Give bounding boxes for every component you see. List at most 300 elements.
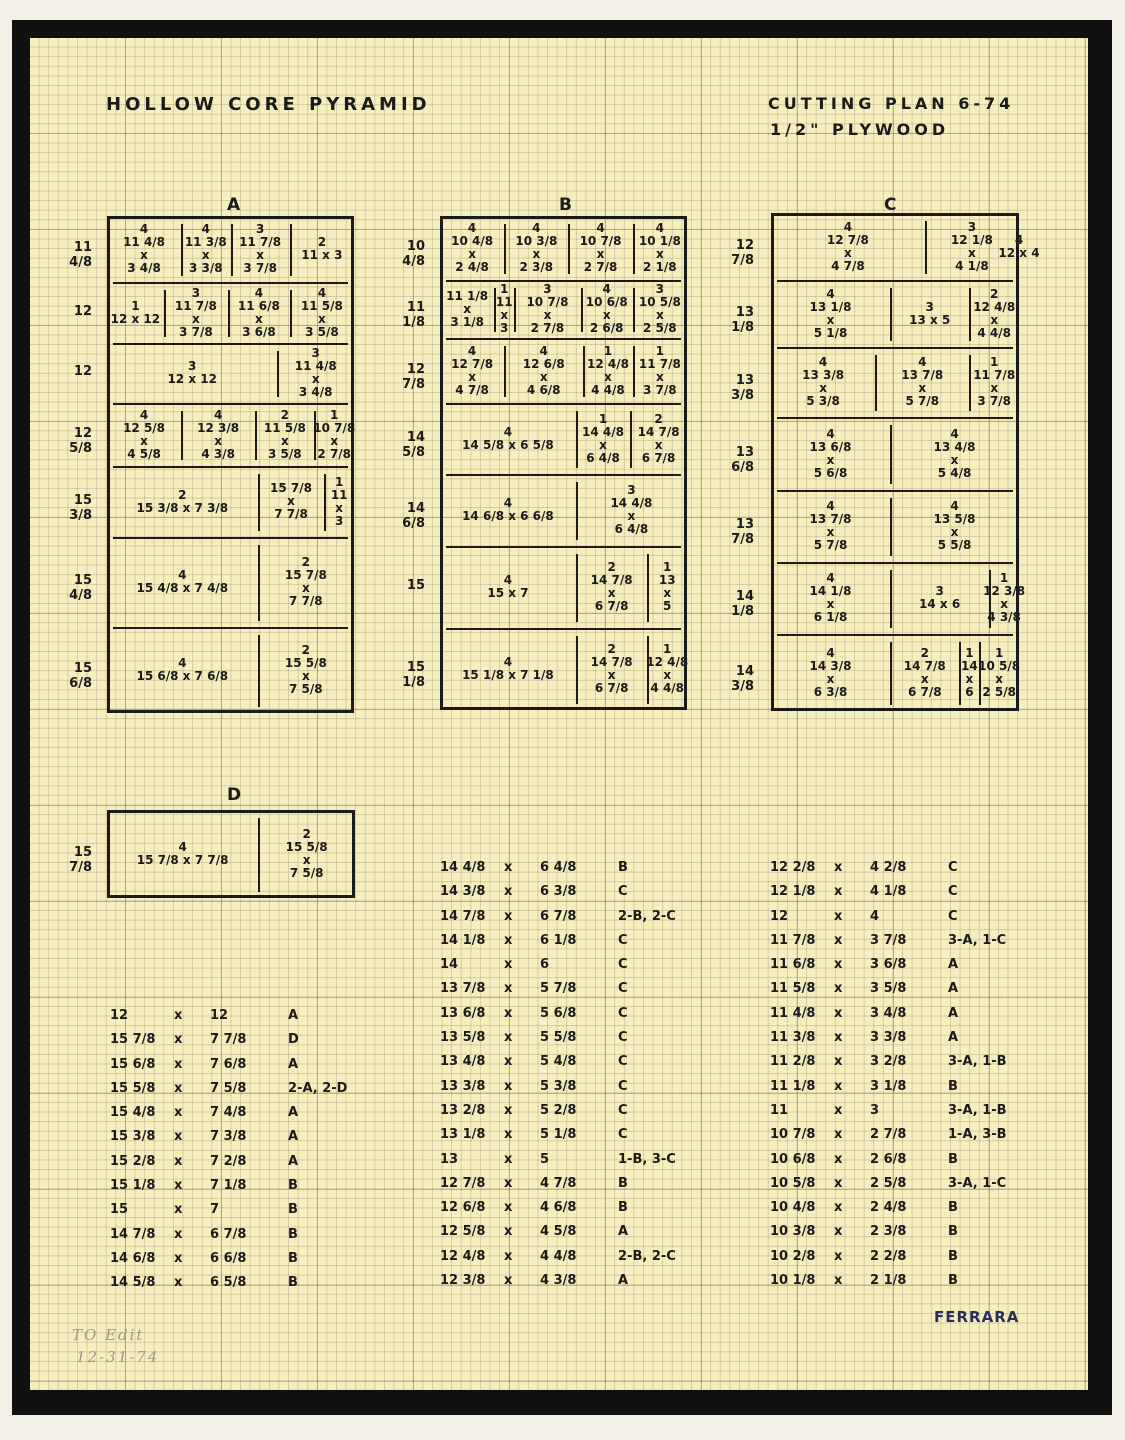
dim-times: x (504, 981, 513, 997)
dim-times: x (174, 1008, 183, 1023)
dim-width: 2 2/8 (870, 1248, 907, 1264)
dim-times: x (834, 908, 843, 924)
dim-length: 13 5/8 (440, 1030, 486, 1046)
dim-width: 5 6/8 (540, 1005, 577, 1021)
dim-length: 11 7/8 (770, 932, 816, 948)
piece-cell: 2 15 5/8 x 7 5/8 (284, 643, 327, 696)
dim-times: x (174, 1056, 183, 1072)
piece-source: A (288, 1056, 299, 1072)
dim-times: x (174, 1226, 183, 1242)
piece-cell: 4 10 7/8 x 2 7/8 (579, 221, 622, 274)
dim-times: x (834, 981, 843, 997)
dim-times: x (504, 884, 513, 900)
row-dimension-label: 15 3/8 (69, 492, 92, 523)
piece-cell: 1 11 x 3 (495, 282, 513, 335)
row-dimension-label: 15 7/8 (69, 845, 92, 875)
piece-source: A (618, 1273, 629, 1289)
dim-length: 14 4/8 (440, 860, 486, 875)
dim-length: 12 6/8 (440, 1200, 486, 1216)
dim-length: 14 7/8 (110, 1226, 156, 1242)
dim-length: 15 6/8 (110, 1056, 156, 1072)
piece-cell: 4 12 x 4 (998, 232, 1040, 260)
row-divider (777, 634, 1013, 636)
piece-source: 3-A, 1-B (948, 1054, 1007, 1070)
row-divider (777, 280, 1013, 282)
piece-source: B (288, 1226, 298, 1242)
piece-cell: 3 14 x 6 (919, 584, 961, 611)
piece-source: 1-B, 3-C (618, 1151, 676, 1167)
dim-length: 12 4/8 (440, 1248, 486, 1264)
cell-divider (633, 346, 635, 397)
piece-cell: 2 14 7/8 x 6 7/8 (590, 560, 633, 613)
dim-width: 2 1/8 (870, 1273, 907, 1289)
dim-length: 13 (440, 1151, 459, 1167)
row-dimension-label: 14 3/8 (731, 663, 754, 694)
dim-times: x (174, 1129, 183, 1145)
dim-times: x (504, 1248, 513, 1264)
piece-source: C (618, 981, 628, 997)
dim-length: 12 (770, 908, 789, 924)
row-divider (113, 627, 348, 629)
row-divider (777, 562, 1013, 564)
row-divider (113, 282, 348, 284)
piece-source: A (948, 981, 959, 997)
table-a-label: A (227, 195, 241, 215)
dim-width: 4 1/8 (870, 884, 907, 900)
dim-width: 4 2/8 (870, 860, 907, 875)
dim-times: x (834, 1151, 843, 1167)
piece-source: C (948, 884, 958, 900)
dim-times: x (834, 1078, 843, 1094)
piece-cell: 4 14 3/8 x 6 3/8 (809, 645, 852, 699)
piece-cell: 4 12 7/8 x 4 7/8 (451, 343, 494, 397)
row-dimension-label: 13 7/8 (731, 517, 754, 547)
dim-times: x (834, 1175, 843, 1191)
dim-length: 15 1/8 (110, 1178, 156, 1194)
dim-length: 14 7/8 (440, 908, 486, 924)
piece-source: B (948, 1078, 958, 1094)
cell-divider (890, 425, 892, 484)
piece-source: B (948, 1224, 958, 1240)
piece-source: C (948, 860, 958, 875)
row-dimension-label: 15 6/8 (69, 661, 92, 691)
dim-length: 10 6/8 (770, 1151, 816, 1167)
cell-divider (504, 346, 506, 397)
piece-cell: 4 14 5/8 x 6 5/8 (462, 424, 554, 452)
signature-ferrara: FERRARA (934, 1308, 1020, 1326)
cell-divider (633, 224, 635, 274)
cell-divider (969, 288, 971, 341)
piece-cell: 4 12 3/8 x 4 3/8 (197, 407, 240, 461)
piece-cell: 3 11 7/8 x 3 7/8 (174, 285, 217, 339)
piece-cell: 4 13 4/8 x 5 4/8 (933, 426, 976, 480)
dim-times: x (504, 1005, 513, 1021)
dim-times: x (504, 1078, 513, 1094)
piece-cell: 15 7/8 x 7 7/8 (270, 481, 312, 521)
piece-cell: 4 10 6/8 x 2 6/8 (585, 282, 628, 335)
piece-source: 3-A, 1-C (948, 932, 1007, 948)
piece-source: B (288, 1250, 298, 1266)
dim-length: 15 7/8 (110, 1032, 156, 1048)
dim-width: 5 4/8 (540, 1054, 577, 1070)
dim-length: 10 4/8 (770, 1200, 816, 1216)
cell-divider (875, 355, 877, 411)
piece-cell: 4 10 1/8 x 2 1/8 (638, 221, 681, 274)
dim-length: 11 6/8 (770, 957, 816, 973)
dim-times: x (834, 957, 843, 973)
cell-divider (576, 554, 578, 622)
dim-width: 7 (210, 1202, 220, 1218)
dim-times: x (504, 1127, 513, 1143)
piece-cell: 1 11 7/8 x 3 7/8 (973, 355, 1016, 408)
dim-width: 7 1/8 (210, 1178, 247, 1194)
dim-length: 11 (770, 1102, 789, 1118)
dim-times: x (834, 1248, 843, 1264)
dim-width: 6 6/8 (210, 1250, 247, 1266)
piece-cell: 2 12 4/8 x 4 4/8 (973, 286, 1016, 340)
row-divider (446, 628, 681, 630)
dim-length: 10 1/8 (770, 1273, 816, 1289)
dim-times: x (504, 1102, 513, 1118)
row-dimension-label: 13 6/8 (731, 444, 754, 475)
cell-divider (258, 545, 260, 621)
piece-cell: 4 14 1/8 x 6 1/8 (809, 571, 852, 624)
piece-source: B (948, 1200, 958, 1216)
piece-source: 2-B, 2-C (618, 908, 676, 924)
dim-width: 2 4/8 (870, 1200, 907, 1216)
dim-times: x (504, 932, 513, 948)
dim-width: 3 5/8 (870, 981, 907, 997)
pencil-note-date: 12-31-74 (76, 1348, 160, 1366)
row-dimension-label: 14 6/8 (402, 501, 425, 531)
piece-cell: 4 15 6/8 x 7 6/8 (136, 656, 229, 683)
dim-times: x (504, 1054, 513, 1070)
row-divider (113, 537, 348, 539)
dim-length: 14 5/8 (110, 1275, 156, 1291)
piece-cell: 3 12 1/8 x 4 1/8 (950, 219, 993, 273)
piece-cell: 2 14 7/8 x 6 7/8 (590, 642, 633, 695)
row-dimension-label: 13 1/8 (731, 304, 754, 335)
row-dimension-label: 15 1/8 (402, 660, 425, 690)
piece-cell: 4 11 6/8 x 3 6/8 (237, 285, 280, 339)
piece-cell: 4 12 6/8 x 4 6/8 (522, 343, 565, 397)
dim-times: x (504, 1200, 513, 1216)
piece-cell: 1 14 4/8 x 6 4/8 (582, 411, 624, 465)
dim-times: x (504, 1151, 513, 1167)
cell-divider (647, 554, 649, 622)
piece-cell: 1 14 x 6 (961, 645, 978, 699)
piece-source: A (948, 1005, 959, 1021)
piece-cell: 1 11 x 3 (330, 474, 348, 528)
dim-length: 12 2/8 (770, 860, 816, 875)
row-dimension-label: 12 (73, 303, 92, 319)
dim-width: 3 6/8 (870, 957, 907, 973)
dim-length: 13 4/8 (440, 1054, 486, 1070)
piece-cell: 4 13 7/8 x 5 7/8 (901, 355, 944, 408)
row-dimension-label: 12 5/8 (69, 425, 92, 456)
piece-cell: 4 11 3/8 x 3 3/8 (184, 222, 227, 275)
dim-width: 4 4/8 (540, 1248, 577, 1264)
dim-width: 7 3/8 (210, 1129, 247, 1145)
piece-source: 2-A, 2-D (288, 1080, 348, 1096)
cell-divider (890, 498, 892, 556)
dim-times: x (174, 1202, 183, 1218)
dim-length: 12 5/8 (440, 1224, 486, 1240)
dim-length: 13 6/8 (440, 1005, 486, 1021)
row-divider (777, 417, 1013, 419)
cell-divider (576, 482, 578, 540)
piece-source: A (288, 1153, 299, 1169)
document-title: HOLLOW CORE PYRAMID (106, 94, 431, 115)
piece-cell: 4 15 x 7 (487, 573, 529, 600)
dim-width: 3 7/8 (870, 932, 907, 948)
dim-length: 14 6/8 (110, 1250, 156, 1266)
dim-width: 7 2/8 (210, 1153, 247, 1169)
dim-length: 11 4/8 (770, 1005, 816, 1021)
piece-source: C (618, 1005, 628, 1021)
piece-cell: 3 11 4/8 x 3 4/8 (294, 346, 337, 399)
dim-length: 15 4/8 (110, 1105, 156, 1121)
piece-source: 3-A, 1-B (948, 1102, 1007, 1118)
piece-source: B (948, 1273, 958, 1289)
cell-divider (290, 290, 292, 337)
piece-source: A (288, 1105, 299, 1121)
piece-source: C (618, 957, 628, 973)
piece-source: C (618, 1127, 628, 1143)
row-divider (446, 474, 681, 476)
dim-times: x (834, 860, 843, 875)
dim-length: 13 1/8 (440, 1127, 486, 1143)
cell-divider (633, 288, 635, 332)
dim-times: x (834, 1005, 843, 1021)
row-divider (113, 466, 348, 468)
piece-cell: 4 13 5/8 x 5 5/8 (933, 499, 976, 552)
dim-width: 7 4/8 (210, 1105, 247, 1121)
cell-divider (583, 346, 585, 397)
piece-cell: 4 12 5/8 x 4 5/8 (123, 407, 166, 461)
row-dimension-label: 14 5/8 (402, 429, 425, 460)
cell-divider (258, 474, 260, 531)
row-divider (446, 403, 681, 405)
dim-width: 5 (540, 1151, 550, 1167)
piece-source: A (948, 957, 959, 973)
piece-cell: 1 12 3/8 x 4 3/8 (983, 571, 1026, 624)
piece-cell: 3 14 4/8 x 6 4/8 (610, 483, 653, 536)
piece-cell: 1 12 4/8 x 4 4/8 (586, 343, 629, 397)
piece-cell: 4 15 1/8 x 7 1/8 (462, 655, 554, 682)
dim-length: 12 7/8 (440, 1175, 486, 1191)
dim-times: x (834, 1200, 843, 1216)
table-d-label: D (227, 785, 242, 805)
dim-length: 10 2/8 (770, 1248, 816, 1264)
dim-length: 15 (110, 1202, 129, 1218)
dim-width: 7 6/8 (210, 1056, 247, 1072)
piece-source: B (948, 1248, 958, 1264)
table-c-label: C (884, 195, 897, 215)
piece-source: C (618, 1030, 628, 1046)
dim-length: 11 3/8 (770, 1030, 816, 1046)
dim-length: 13 7/8 (440, 981, 486, 997)
cell-divider (290, 224, 292, 276)
piece-cell: 1 10 5/8 x 2 5/8 (978, 645, 1021, 699)
dim-times: x (504, 957, 513, 973)
piece-cell: 4 11 5/8 x 3 5/8 (300, 285, 343, 339)
piece-source: B (948, 1151, 958, 1167)
row-divider (777, 490, 1013, 492)
piece-cell: 4 10 3/8 x 2 3/8 (515, 221, 558, 274)
dim-length: 14 3/8 (440, 884, 486, 900)
piece-source: B (618, 1200, 628, 1216)
piece-source: C (618, 1102, 628, 1118)
dim-times: x (834, 884, 843, 900)
row-dimension-label: 11 4/8 (69, 240, 92, 270)
dim-length: 10 5/8 (770, 1175, 816, 1191)
dim-width: 2 5/8 (870, 1175, 907, 1191)
dim-width: 6 7/8 (540, 908, 577, 924)
dim-times: x (174, 1275, 183, 1291)
dim-length: 10 7/8 (770, 1127, 816, 1143)
dim-width: 5 5/8 (540, 1030, 577, 1046)
piece-source: A (618, 1224, 629, 1240)
dim-width: 4 3/8 (540, 1273, 577, 1289)
dim-length: 12 (110, 1008, 129, 1023)
dim-times: x (174, 1105, 183, 1121)
cell-divider (576, 636, 578, 704)
dim-width: 6 (540, 957, 550, 973)
piece-source: C (618, 1078, 628, 1094)
cell-divider (181, 224, 183, 276)
dim-width: 3 (870, 1102, 880, 1118)
dim-times: x (834, 1273, 843, 1289)
row-dimension-label: 14 1/8 (731, 589, 754, 619)
piece-source: 1-A, 3-B (948, 1127, 1007, 1143)
dim-width: 4 7/8 (540, 1175, 577, 1191)
piece-cell: 2 14 7/8 x 6 7/8 (637, 411, 680, 465)
dim-width: 4 (870, 908, 880, 924)
dim-times: x (174, 1032, 183, 1048)
dim-length: 12 3/8 (440, 1273, 486, 1289)
dim-times: x (174, 1178, 183, 1194)
piece-cell: 2 15 5/8 x 7 5/8 (285, 827, 328, 880)
cell-divider (969, 355, 971, 411)
piece-cell: 3 10 7/8 x 2 7/8 (526, 282, 569, 335)
dim-length: 11 5/8 (770, 981, 816, 997)
dim-times: x (504, 1175, 513, 1191)
dim-length: 10 3/8 (770, 1224, 816, 1240)
row-dimension-label: 11 1/8 (402, 300, 425, 330)
cell-divider (890, 642, 892, 705)
subtitle-cutting-plan: CUTTING PLAN 6-74 (768, 94, 1015, 113)
row-divider (777, 347, 1013, 349)
dim-width: 5 7/8 (540, 981, 577, 997)
pencil-note: TO Edit (72, 1326, 145, 1344)
dim-width: 7 7/8 (210, 1032, 247, 1048)
piece-source: C (948, 908, 958, 924)
dim-width: 3 1/8 (870, 1078, 907, 1094)
dim-width: 5 1/8 (540, 1127, 577, 1143)
dim-times: x (174, 1080, 183, 1096)
cell-divider (231, 224, 233, 276)
dim-width: 6 1/8 (540, 932, 577, 948)
piece-cell: 3 13 x 5 (909, 299, 951, 327)
row-divider (113, 403, 348, 405)
dim-width: 5 2/8 (540, 1102, 577, 1118)
dim-times: x (504, 1224, 513, 1240)
piece-source: B (618, 1175, 628, 1191)
piece-cell: 1 12 4/8 x 4 4/8 (646, 642, 689, 695)
piece-source: 3-A, 1-C (948, 1175, 1007, 1191)
dim-length: 11 1/8 (770, 1078, 816, 1094)
piece-source: B (288, 1202, 298, 1218)
piece-source: A (288, 1008, 299, 1023)
cell-divider (258, 818, 260, 892)
piece-cell: 4 10 4/8 x 2 4/8 (451, 221, 494, 274)
dim-width: 6 5/8 (210, 1275, 247, 1291)
cell-divider (255, 411, 257, 460)
dim-width: 4 6/8 (540, 1200, 577, 1216)
piece-cell: 3 10 5/8 x 2 5/8 (638, 282, 681, 335)
piece-source: B (288, 1275, 298, 1291)
dim-width: 3 2/8 (870, 1054, 907, 1070)
piece-source: B (618, 860, 628, 875)
dim-width: 6 4/8 (540, 860, 577, 875)
piece-cell: 4 12 7/8 x 4 7/8 (826, 219, 869, 273)
cell-divider (890, 570, 892, 628)
row-dimension-label: 12 7/8 (731, 237, 754, 268)
piece-cell: 2 15 7/8 x 7 7/8 (284, 555, 327, 608)
piece-cell: 3 11 7/8 x 3 7/8 (239, 222, 282, 275)
cell-divider (581, 288, 583, 332)
dim-width: 2 3/8 (870, 1224, 907, 1240)
dim-times: x (834, 932, 843, 948)
row-dimension-label: 12 7/8 (402, 361, 425, 392)
dim-times: x (834, 1102, 843, 1118)
piece-cell: 11 1/8 x 3 1/8 (446, 288, 489, 329)
piece-source: B (288, 1178, 298, 1194)
dim-length: 15 5/8 (110, 1080, 156, 1096)
dim-width: 2 6/8 (870, 1151, 907, 1167)
piece-cell: 4 13 1/8 x 5 1/8 (809, 286, 852, 340)
piece-cell: 1 13 x 5 (658, 560, 676, 613)
cell-divider (324, 474, 326, 531)
dim-times: x (504, 908, 513, 924)
piece-cell: 4 11 4/8 x 3 4/8 (123, 222, 166, 275)
cell-divider (630, 411, 632, 468)
piece-cell: 2 11 x 3 (301, 235, 343, 262)
row-dimension-label: 15 4/8 (69, 573, 92, 603)
piece-cell: 2 14 7/8 x 6 7/8 (903, 645, 946, 699)
piece-cell: 2 11 5/8 x 3 5/8 (263, 407, 306, 461)
row-divider (113, 343, 348, 345)
dim-length: 15 2/8 (110, 1153, 156, 1169)
dim-times: x (174, 1153, 183, 1169)
dim-times: x (504, 1030, 513, 1046)
dim-width: 5 3/8 (540, 1078, 577, 1094)
cell-divider (925, 221, 927, 274)
piece-cell: 1 10 7/8 x 2 7/8 (313, 407, 356, 461)
cell-divider (164, 290, 166, 337)
piece-source: C (618, 884, 628, 900)
cell-divider (576, 411, 578, 468)
dim-times: x (834, 1030, 843, 1046)
dim-times: x (834, 1127, 843, 1143)
cell-divider (181, 411, 183, 460)
row-dimension-label: 12 (73, 364, 92, 379)
dim-width: 6 7/8 (210, 1226, 247, 1242)
dim-width: 6 3/8 (540, 884, 577, 900)
piece-cell: 2 15 3/8 x 7 3/8 (136, 487, 229, 515)
dim-times: x (834, 1054, 843, 1070)
